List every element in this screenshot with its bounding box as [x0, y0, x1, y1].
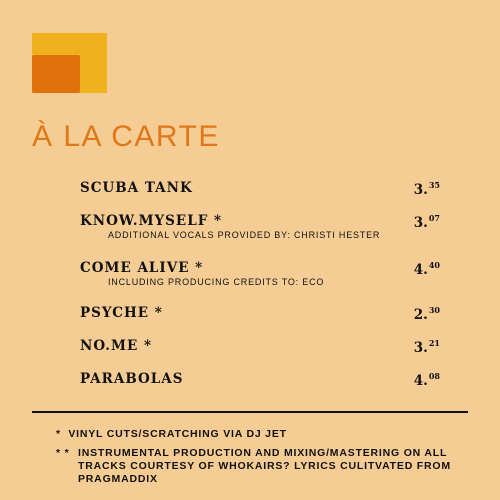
footnote: [56, 447, 476, 486]
footnote: [56, 428, 287, 441]
track-duration: 2.30: [413, 305, 440, 323]
footnote-text: INSTRUMENTAL PRODUCTION AND MIXING/MASTERING ON ALL TRACKS COURTESY OF WHOKAIRS? LYRICS CULITVATED FROM PRAGMADDIX: [78, 447, 451, 485]
divider: [32, 411, 468, 413]
track-name: PSYCHE *: [80, 305, 163, 321]
track-name: KNOW.MYSELF *: [80, 213, 223, 229]
album-logo: [32, 33, 107, 93]
track-row: [80, 371, 440, 387]
track-name: COME ALIVE *: [80, 260, 204, 276]
track-row: [80, 305, 440, 321]
track-duration: 3.07: [413, 213, 440, 231]
track-row: [80, 260, 440, 287]
track-name: NO.ME *: [80, 338, 153, 354]
track-credit: ADDITIONAL VOCALS PROVIDED BY: CHRISTI HESTER: [108, 230, 381, 240]
track-duration: 4.08: [413, 371, 440, 389]
track-credit: INCLUDING PRODUCING CREDITS TO: ECO: [108, 277, 325, 287]
track-name: PARABOLAS: [80, 371, 184, 387]
track-duration: 3.35: [413, 180, 440, 198]
track-name: SCUBA TANK: [80, 180, 193, 196]
logo-front-square: [32, 55, 80, 93]
album-title: À LA CARTE: [32, 120, 220, 153]
track-duration: 3.21: [413, 338, 440, 356]
footnote-text: VINYL CUTS/SCRATCHING VIA DJ JET: [68, 428, 287, 440]
track-row: [80, 338, 440, 354]
footnote-mark: *: [56, 428, 61, 440]
track-row: [80, 180, 440, 196]
track-duration: 4.40: [413, 260, 440, 278]
footnote-mark: * *: [56, 447, 70, 459]
track-row: [80, 213, 440, 240]
